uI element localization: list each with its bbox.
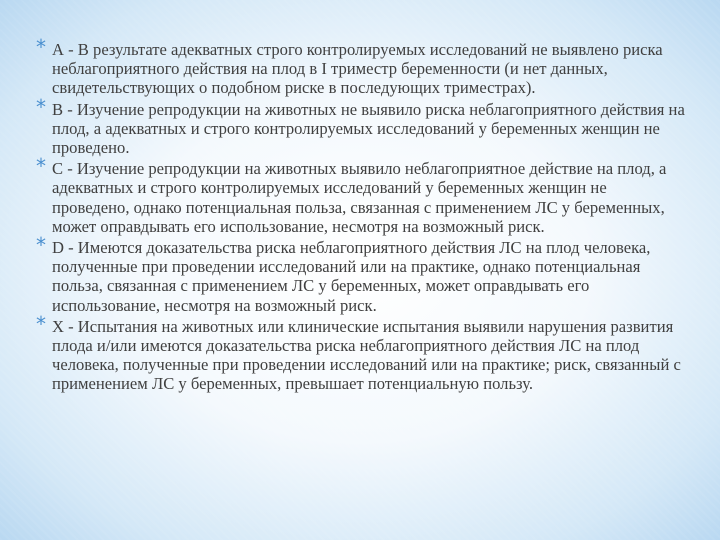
list-item-category-x bbox=[36, 311, 686, 394]
category-a-text: А - В результате адекватных строго контролируемых исследований не выявлено риска неблагоприятного действия на плод в I триместр беременности (и нет данных, свидетельствующих о подобном риске в последующих триместрах). bbox=[52, 40, 663, 98]
list-item-category-d bbox=[36, 233, 686, 315]
bullet-icon: * bbox=[36, 154, 46, 179]
category-x-text: X - Испытания на животных или клинические испытания выявили нарушения развития плода и/или имеются доказательства риска неблагоприятного действия ЛС на плод человека, полученные при проведении исследований или на практике; риск, связанный с применением ЛС у беременных, превышает потенциальную пользу. bbox=[52, 316, 681, 394]
bullet-icon: * bbox=[36, 233, 46, 258]
fda-category-list bbox=[36, 35, 686, 396]
bullet-icon: * bbox=[36, 311, 46, 336]
bullet-icon: * bbox=[36, 94, 46, 119]
list-item-category-a bbox=[36, 35, 686, 98]
category-c-text: С - Изучение репродукции на животных выявило неблагоприятное действие на плод, а адекватных и строго контролируемых исследований у беременных женщин не проведено, однако потенциальная польза, связанная с применением ЛС у беременных, может оправдывать его использование, несмотря на возможный риск. bbox=[52, 159, 667, 236]
bullet-icon: * bbox=[36, 35, 46, 59]
list-item-category-b bbox=[36, 94, 686, 158]
category-d-text: D - Имеются доказательства риска неблагоприятного действия ЛС на плод человека, полученные при проведении исследований или на практике, однако потенциальная польза, связанная с применением ЛС у беременных, может оправдывать его использование, несмотря на возможный риск. bbox=[52, 238, 651, 315]
category-b-text: В - Изучение репродукции на животных не выявило риска неблагоприятного действия на плод, а адекватных и строго контролируемых исследований у беременных женщин не проведено. bbox=[52, 99, 685, 158]
list-item-category-c bbox=[36, 154, 686, 236]
